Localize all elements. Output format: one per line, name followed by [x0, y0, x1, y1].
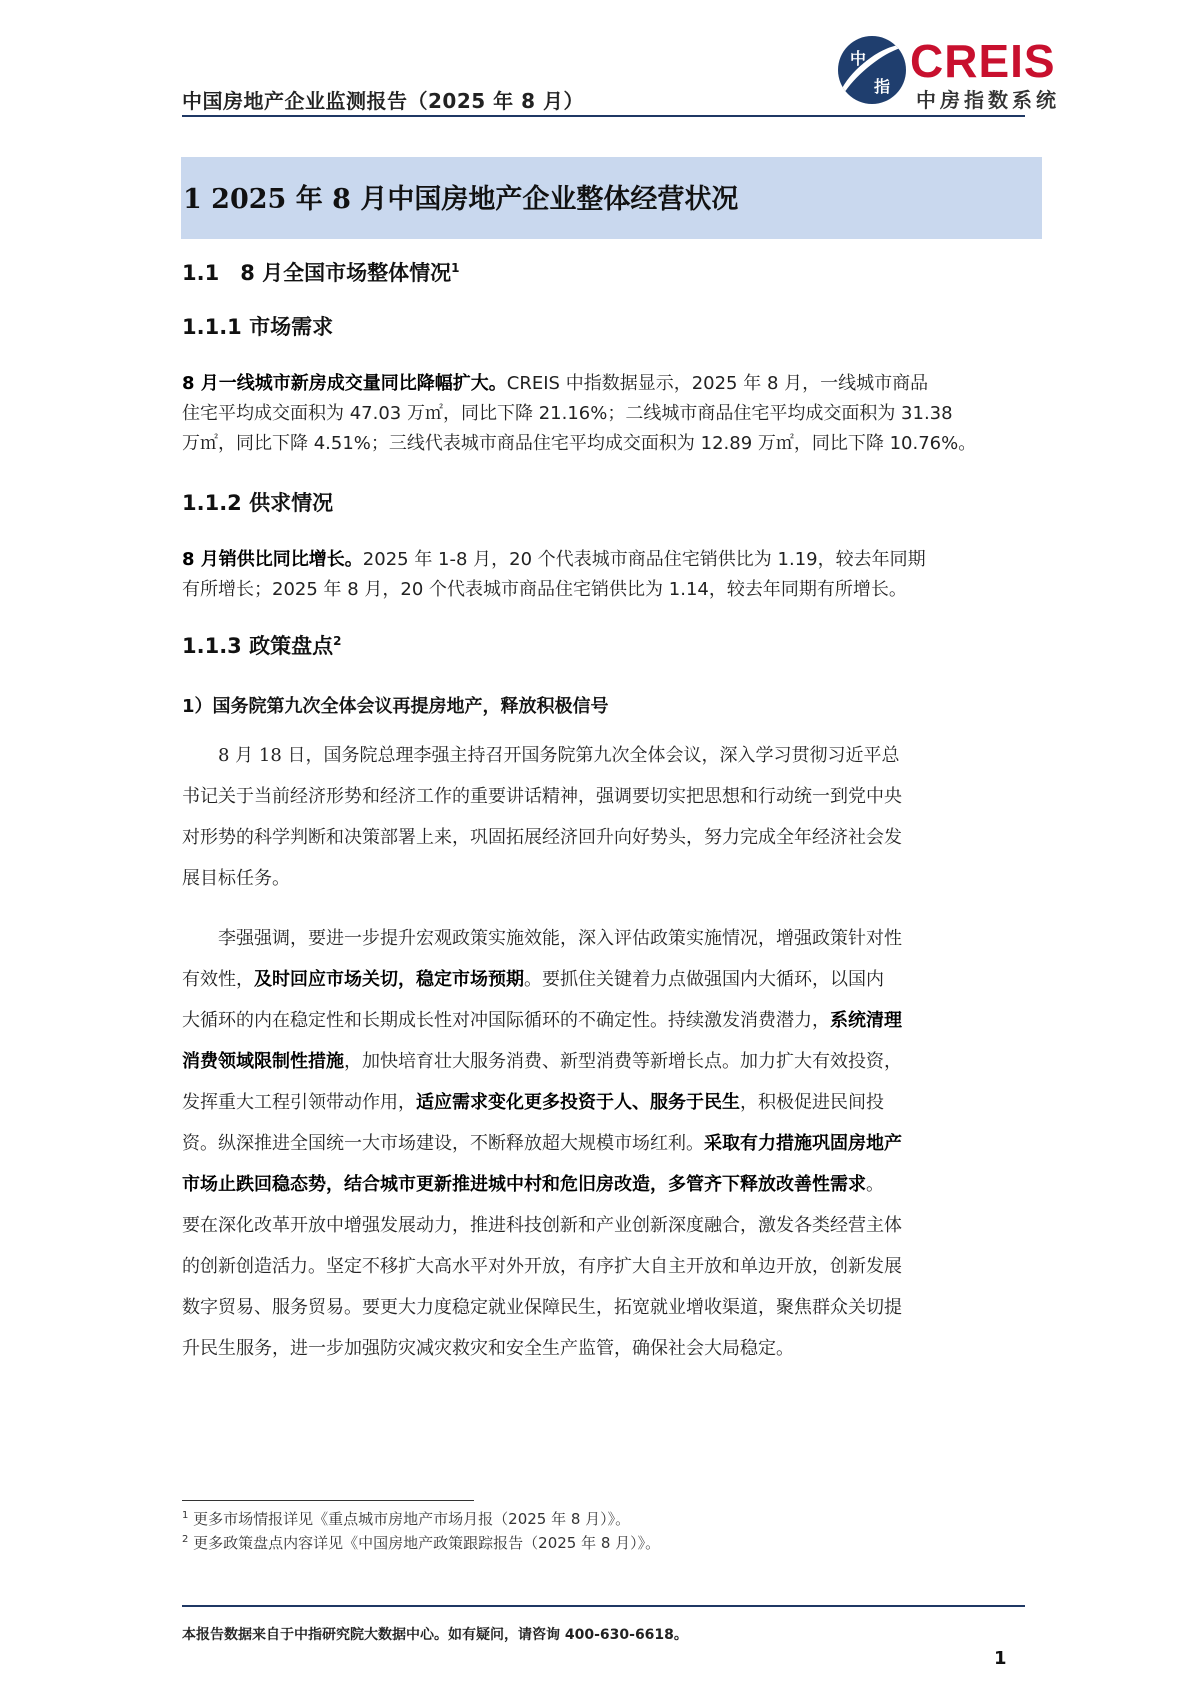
section-band	[181, 157, 1042, 239]
paragraph-market-demand	[182, 369, 1024, 459]
footnote-number: 1	[182, 1510, 189, 1521]
footnote-1	[182, 1508, 630, 1529]
bold-text: 消费领域限制性措施	[182, 1051, 344, 1072]
report-title: 中国房地产企业监测报告（2025 年 8 月）	[182, 89, 584, 113]
bold-text: 市场止跌回稳态势，结合城市更新推进城中村和危旧房改造，多管齐下释放改善性需求	[182, 1174, 866, 1195]
policy-heading: 1）国务院第九次全体会议再提房地产，释放积极信号	[182, 696, 609, 717]
page-number: 1	[994, 1648, 1007, 1669]
text-span: 有效性，	[182, 969, 254, 990]
text-span: ，加快培育壮大服务消费、新型消费等新增长点。加力扩大有效投资，	[344, 1051, 902, 1072]
text-line	[182, 1082, 1024, 1123]
heading-text: 1.1.3 政策盘点	[182, 634, 334, 658]
bold-lead: 8 月销供比同比增长。	[182, 549, 363, 570]
text-line: 展目标任务。	[182, 868, 290, 889]
footnote-ref[interactable]: 1	[451, 261, 460, 275]
paragraph-policy-1	[182, 735, 1024, 899]
text-span: CREIS 中指数据显示，2025 年 8 月，一线城市商品	[506, 373, 929, 394]
footnote-text: 更多市场情报详见《重点城市房地产市场月报（2025 年 8 月）》。	[193, 1510, 631, 1528]
logo-wordmark: CREIS	[910, 35, 1056, 87]
heading-1-1-2: 1.1.2 供求情况	[182, 491, 334, 515]
text-span: 。	[866, 1174, 884, 1195]
text-line	[182, 369, 1024, 399]
text-line	[182, 1164, 1024, 1205]
logo-char: 中	[850, 49, 867, 68]
text-line: 书记关于当前经济形势和经济工作的重要讲话精神，强调要切实把思想和行动统一到党中央	[182, 786, 902, 807]
text-line: 要在深化改革开放中增强发展动力，推进科技创新和产业创新深度融合，激发各类经营主体	[182, 1215, 902, 1236]
text-line: 的创新创造活力。坚定不移扩大高水平对外开放，有序扩大自主开放和单边开放，创新发展	[182, 1256, 902, 1277]
text-line: 升民生服务，进一步加强防灾减灾救灾和安全生产监管，确保社会大局稳定。	[182, 1338, 794, 1359]
text-line: 有所增长；2025 年 8 月，20 个代表城市商品住宅销供比为 1.14，较去年同期有所增长。	[182, 579, 907, 600]
logo-subtitle: 中房指数系统	[916, 88, 1060, 112]
heading-1-1-1: 1.1.1 市场需求	[182, 315, 334, 339]
bold-text: 适应需求变化更多投资于人、服务于民生	[416, 1092, 740, 1113]
footer-divider	[182, 1605, 1025, 1607]
bold-lead: 8 月一线城市新房成交量同比降幅扩大。	[182, 373, 507, 394]
header-divider	[182, 115, 1025, 117]
text-line: 万㎡，同比下降 4.51%；三线代表城市商品住宅平均成交面积为 12.89 万㎡，同比下降 10.76%。	[182, 433, 977, 454]
logo-emblem	[838, 36, 906, 104]
section-title: 1 2025 年 8 月中国房地产企业整体经营状况	[183, 184, 739, 215]
bold-text: 及时回应市场关切，稳定市场预期	[254, 969, 524, 990]
text-line: 李强强调，要进一步提升宏观政策实施效能，深入评估政策实施情况，增强政策针对性	[218, 928, 902, 949]
text-span: ，积极促进民间投	[740, 1092, 884, 1113]
footnote-divider	[182, 1500, 474, 1501]
text-line	[182, 959, 1024, 1000]
text-span: 2025 年 1-8 月，20 个代表城市商品住宅销供比为 1.19，较去年同期	[362, 549, 926, 570]
bold-text: 采取有力措施巩固房地产	[704, 1133, 902, 1154]
paragraph-supply-demand	[182, 545, 1024, 605]
text-line	[182, 1041, 1024, 1082]
heading-1-1	[182, 257, 459, 287]
text-span: 大循环的内在稳定性和长期成长性对冲国际循环的不确定性。持续激发消费潜力，	[182, 1010, 830, 1031]
logo-char: 指	[874, 77, 891, 96]
logo-swoosh-icon	[838, 36, 906, 104]
text-line: 住宅平均成交面积为 47.03 万㎡，同比下降 21.16%；二线城市商品住宅平均成交面积为 31.38	[182, 403, 953, 424]
text-span: 资。纵深推进全国统一大市场建设，不断释放超大规模市场红利。	[182, 1133, 704, 1154]
footnote-text: 更多政策盘点内容详见《中国房地产政策跟踪报告（2025 年 8 月）》。	[193, 1534, 661, 1552]
footnote-ref[interactable]: 2	[333, 634, 342, 648]
footnote-2	[182, 1532, 660, 1553]
bold-text: 系统清理	[830, 1010, 902, 1031]
text-line	[182, 545, 1024, 575]
text-span: 发挥重大工程引领带动作用，	[182, 1092, 416, 1113]
footnote-number: 2	[182, 1534, 189, 1545]
creis-logo	[838, 32, 1078, 112]
footer-note: 本报告数据来自于中指研究院大数据中心。如有疑问，请咨询 400-630-6618。	[182, 1627, 688, 1643]
heading-text: 1.1 8 月全国市场整体情况	[182, 261, 452, 285]
text-line: 数字贸易、服务贸易。要更大力度稳定就业保障民生，拓宽就业增收渠道，聚焦群众关切提	[182, 1297, 902, 1318]
text-span: 。要抓住关键着力点做强国内大循环，以国内	[524, 969, 884, 990]
text-line	[182, 1000, 1024, 1041]
text-line	[182, 1123, 1024, 1164]
paragraph-policy-2	[182, 918, 1024, 1369]
heading-1-1-3	[182, 630, 341, 660]
text-line: 对形势的科学判断和决策部署上来，巩固拓展经济回升向好势头，努力完成全年经济社会发	[182, 827, 902, 848]
text-line: 8 月 18 日，国务院总理李强主持召开国务院第九次全体会议，深入学习贯彻习近平总	[218, 745, 900, 766]
